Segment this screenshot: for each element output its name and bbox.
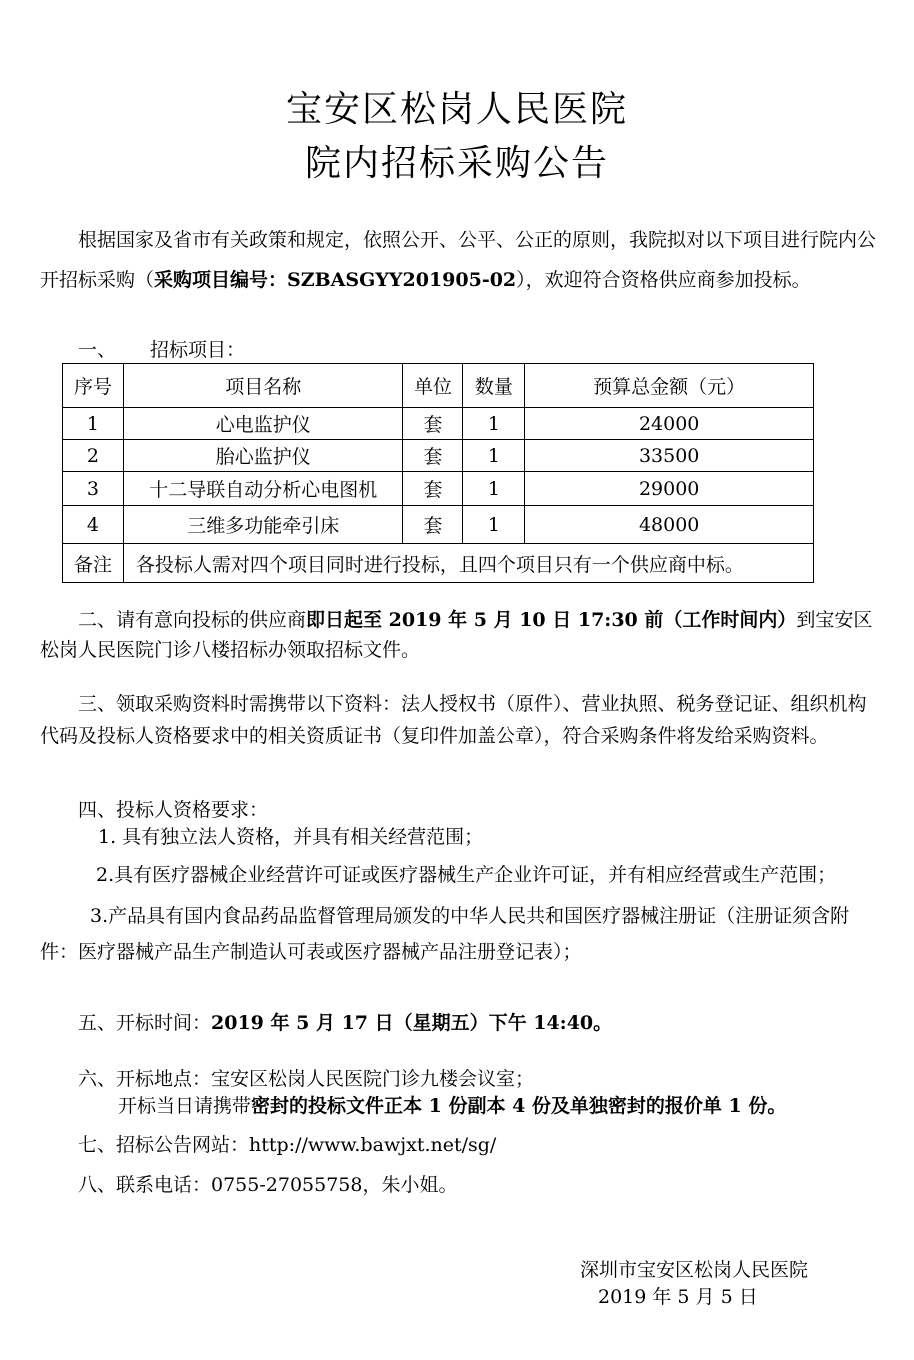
remark-label: 备注 xyxy=(63,544,124,583)
section7-website xyxy=(78,1131,496,1159)
table-cell: 1 xyxy=(463,472,525,506)
header-cell: 序号 xyxy=(63,364,124,408)
table-cell: 套 xyxy=(403,440,463,472)
table-cell: 1 xyxy=(463,440,525,472)
section2-paragraph xyxy=(40,605,876,665)
header-cell: 单位 xyxy=(403,364,463,408)
project-code-label: 采购项目编号： xyxy=(154,269,288,291)
table-cell: 套 xyxy=(403,506,463,544)
table-cell: 三维多功能牵引床 xyxy=(123,506,403,544)
project-code: SZBASGYY201905-02 xyxy=(287,269,517,291)
table-cell: 48000 xyxy=(525,506,814,544)
section4-heading: 四、投标人资格要求： xyxy=(78,799,269,821)
table-row xyxy=(63,472,814,506)
table-header-row xyxy=(63,364,814,408)
section8-contact: 八、联系电话：0755-27055758，朱小姐。 xyxy=(78,1174,458,1196)
section2-text: 二、请有意向投标的供应商 xyxy=(78,609,307,631)
section6-location: 六、开标地点：宝安区松岗人民医院门诊九楼会议室； xyxy=(78,1068,535,1090)
signature-date: 2019 年 5 月 5 日 xyxy=(598,1286,758,1308)
section1-label: 招标项目： xyxy=(150,339,246,361)
table-cell: 1 xyxy=(463,408,525,440)
table-cell: 1 xyxy=(463,506,525,544)
table-row xyxy=(63,408,814,440)
bid-items-table xyxy=(62,363,814,583)
table-cell: 胎心监护仪 xyxy=(123,440,403,472)
title-hospital: 宝安区松岗人民医院 xyxy=(285,89,628,130)
header-cell: 项目名称 xyxy=(123,364,403,408)
section5-label: 五、开标时间： xyxy=(78,1012,212,1034)
table-cell: 24000 xyxy=(525,408,814,440)
intro-text-end: ），欢迎符合资格供应商参加投标。 xyxy=(516,269,811,291)
requirement-item-1: 1. 具有独立法人资格，并具有相关经营范围； xyxy=(98,826,484,848)
table-cell: 3 xyxy=(63,472,124,506)
section5-value: 2019 年 5 月 17 日（星期五）下午 14:40。 xyxy=(211,1012,613,1034)
intro-paragraph xyxy=(40,220,876,300)
section1-heading xyxy=(78,336,245,364)
table-cell: 33500 xyxy=(525,440,814,472)
section3-paragraph: 三、领取采购资料时需携带以下资料：法人授权书（原件）、营业执照、税务登记证、组织机构代码及投标人资格要求中的相关资质证书（复印件加盖公章），符合采购条件将发给采购资料。 xyxy=(40,693,867,747)
remark-text: 各投标人需对四个项目同时进行投标，且四个项目只有一个供应商中标。 xyxy=(123,544,813,583)
table-cell: 十二导联自动分析心电图机 xyxy=(123,472,403,506)
requirement-item-3: 3.产品具有国内食品药品监督管理局颁发的中华人民共和国医疗器械注册证（注册证须含附件：医疗器械产品生产制造认可表或医疗器械产品注册登记表）； xyxy=(40,905,850,963)
section1-number: 一、 xyxy=(78,339,117,361)
section2-deadline: 即日起至 2019 年 5 月 10 日 17:30 前（工作时间内） xyxy=(306,609,797,631)
table-cell: 29000 xyxy=(525,472,814,506)
table-cell: 4 xyxy=(63,506,124,544)
website-link[interactable]: http://www.bawjxt.net/sg/ xyxy=(249,1134,497,1156)
table-cell: 套 xyxy=(403,472,463,506)
table-cell: 2 xyxy=(63,440,124,472)
section5-open-time xyxy=(78,1009,612,1037)
table-remark-row xyxy=(63,544,814,583)
section6-line2-text: 开标当日请携带 xyxy=(118,1095,252,1117)
section2-text-end: 到宝安区松岗人民医院门诊八楼招标办领取招标文件。 xyxy=(40,609,873,661)
section7-label: 七、招标公告网站： xyxy=(78,1134,250,1156)
table-cell: 套 xyxy=(403,408,463,440)
header-cell: 数量 xyxy=(463,364,525,408)
signature-org: 深圳市宝安区松岗人民医院 xyxy=(580,1259,809,1281)
section6-documents xyxy=(118,1092,786,1120)
table-row xyxy=(63,440,814,472)
table-row xyxy=(63,506,814,544)
intro-text: 根据国家及省市有关政策和规定，依照公开、公平、公正的原则，我院拟对以下项目进行院内公开招标采购（ xyxy=(40,229,877,291)
table-cell: 心电监护仪 xyxy=(123,408,403,440)
section6-line2-bold: 密封的投标文件正本 1 份副本 4 份及单独密封的报价单 1 份。 xyxy=(251,1095,787,1117)
title-announcement: 院内招标采购公告 xyxy=(304,143,609,184)
requirement-item-2: 2.具有医疗器械企业经营许可证或医疗器械生产企业许可证，并有相应经营或生产范围； xyxy=(96,864,837,886)
table-cell: 1 xyxy=(63,408,124,440)
header-cell: 预算总金额（元） xyxy=(525,364,814,408)
